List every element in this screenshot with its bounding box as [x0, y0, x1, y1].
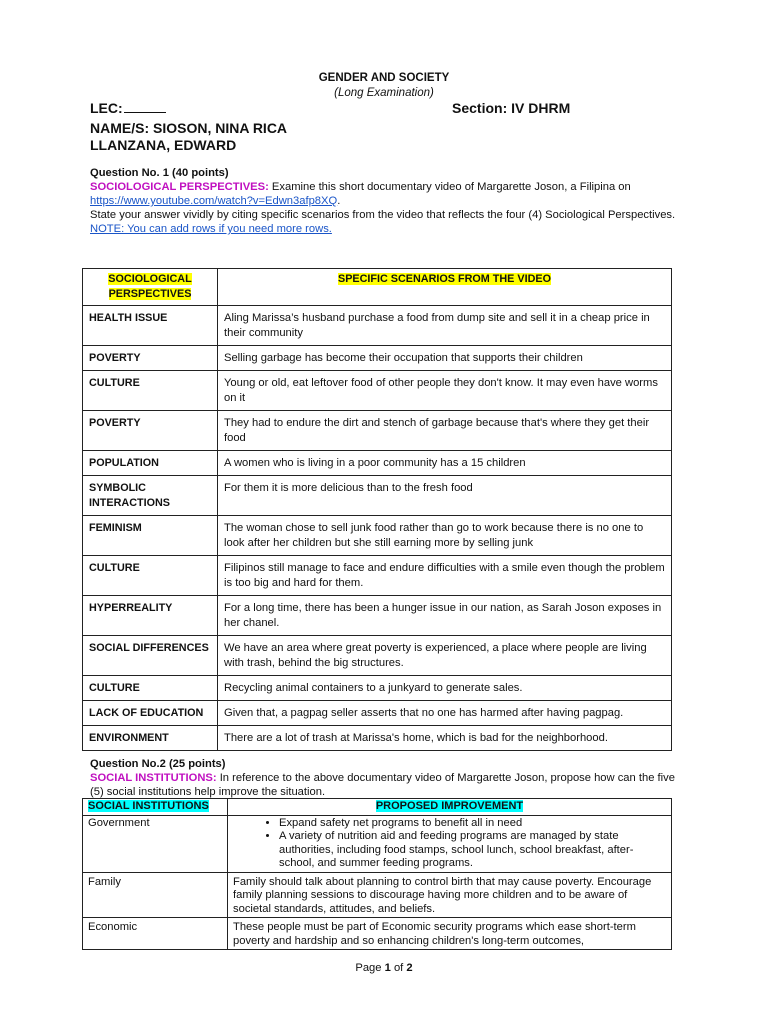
table-header-row	[83, 799, 672, 816]
institution-improvement: These people must be part of Economic security programs which ease short-term poverty and hardship and so enhancing children's long-term outcomes,	[228, 918, 672, 950]
table-row	[83, 476, 672, 516]
list-item: • Expand safety net programs to benefit all in need	[279, 817, 666, 831]
table-row	[83, 516, 672, 556]
perspectives-table	[82, 268, 672, 751]
institution-improvement: Family should talk about planning to control birth that may cause poverty. Encourage family planning sessions to discourage having more children and to be aware of societal standards, attitudes, and beliefs.	[228, 872, 672, 918]
list-item: • A variety of nutrition aid and feeding programs are managed by state authorities, including food stamps, school lunch, school breakfast, after-school, and summer feeding programs.	[279, 830, 666, 871]
table-row	[83, 411, 672, 451]
question-1-text: Examine this short documentary video of Margarette Joson, a Filipina on	[268, 181, 631, 193]
youtube-link[interactable]: https://www.youtube.com/watch?v=Edwn3afp8XQ	[90, 195, 338, 207]
document-subtitle: (Long Examination)	[334, 87, 434, 99]
perspective-cell: ENVIRONMENT	[83, 726, 218, 751]
question-1-label: SOCIOLOGICAL PERSPECTIVES:	[90, 181, 269, 193]
scenario-cell: They had to endure the dirt and stench of garbage because that's where they get their food	[218, 411, 672, 451]
institution-label: Economic	[83, 918, 228, 950]
perspective-cell: POVERTY	[83, 346, 218, 371]
scenario-cell: Recycling animal containers to a junkyard to generate sales.	[218, 676, 672, 701]
table-row	[83, 676, 672, 701]
table-row	[83, 918, 672, 950]
lec-blank	[124, 100, 166, 113]
scenario-cell: There are a lot of trash at Marissa's home, which is bad for the neighborhood.	[218, 726, 672, 751]
scenario-cell: Aling Marissa’s husband purchase a food from dump site and sell it in a cheap price in their community	[218, 306, 672, 346]
institution-label: Family	[83, 872, 228, 918]
scenario-cell: Selling garbage has become their occupation that supports their children	[218, 346, 672, 371]
question-1-heading: Question No. 1 (40 points)	[90, 167, 229, 179]
question-1-note: NOTE: You can add rows if you need more rows.	[90, 223, 332, 235]
table-header-row	[83, 269, 672, 306]
institutions-table	[82, 798, 672, 950]
link-suffix: .	[337, 195, 341, 207]
perspective-cell: CULTURE	[83, 556, 218, 596]
scenario-cell: For them it is more delicious than to the fresh food	[218, 476, 672, 516]
document-title: GENDER AND SOCIETY	[318, 72, 450, 84]
perspective-cell: HYPERREALITY	[83, 596, 218, 636]
perspective-cell: SYMBOLIC INTERACTIONS	[83, 476, 218, 516]
table-header-perspectives: SOCIOLOGICAL PERSPECTIVES	[83, 269, 218, 306]
table-row	[83, 815, 672, 872]
scenario-cell: A women who is living in a poor community has a 15 children	[218, 451, 672, 476]
names-line-1: NAME/S: SIOSON, NINA RICA	[90, 120, 288, 136]
lec-field	[90, 100, 166, 116]
table-row	[83, 701, 672, 726]
table-row	[83, 306, 672, 346]
perspective-cell: FEMINISM	[83, 516, 218, 556]
scenario-cell: Given that, a pagpag seller asserts that no one has harmed after having pagpag.	[218, 701, 672, 726]
scenario-cell: Filipinos still manage to face and endure difficulties with a smile even though the problem is too big and hard for them.	[218, 556, 672, 596]
scenario-cell: We have an area where great poverty is experienced, a place where people are living with trash, behind the big structures.	[218, 636, 672, 676]
question-2-label: SOCIAL INSTITUTIONS:	[90, 772, 217, 784]
institution-label: Government	[83, 815, 228, 872]
table-row	[83, 636, 672, 676]
perspective-cell: LACK OF EDUCATION	[83, 701, 218, 726]
question-2-prompt	[90, 771, 680, 799]
names-line-2: LLANZANA, EDWARD	[90, 137, 237, 153]
table-row	[83, 556, 672, 596]
perspective-cell: POPULATION	[83, 451, 218, 476]
question-2-heading: Question No.2 (25 points)	[90, 758, 226, 770]
table-header-scenarios: SPECIFIC SCENARIOS FROM THE VIDEO	[218, 269, 672, 306]
perspective-cell: HEALTH ISSUE	[83, 306, 218, 346]
page-number: Page 1 of 2	[355, 962, 413, 974]
institution-improvement	[228, 815, 672, 872]
table-header-improvement: PROPOSED IMPROVEMENT	[228, 799, 672, 816]
scenario-cell: The woman chose to sell junk food rather than go to work because there is no one to look after her children but she still earning more by selling junk	[218, 516, 672, 556]
table-row	[83, 872, 672, 918]
question-1-instruction: State your answer vividly by citing specific scenarios from the video that reflects the four (4) Sociological Perspectives.	[90, 209, 676, 221]
scenario-cell: For a long time, there has been a hunger issue in our nation, as Sarah Joson exposes in her chanel.	[218, 596, 672, 636]
scenario-cell: Young or old, eat leftover food of other people they don't know. It may even have worms on it	[218, 371, 672, 411]
table-row	[83, 596, 672, 636]
table-header-institutions: SOCIAL INSTITUTIONS	[83, 799, 228, 816]
table-row	[83, 451, 672, 476]
section-label: Section: IV DHRM	[452, 100, 571, 116]
perspective-cell: SOCIAL DIFFERENCES	[83, 636, 218, 676]
perspective-cell: POVERTY	[83, 411, 218, 451]
table-row	[83, 346, 672, 371]
perspective-cell: CULTURE	[83, 676, 218, 701]
perspective-cell: CULTURE	[83, 371, 218, 411]
question-1-prompt	[90, 180, 680, 236]
lec-label: LEC:	[90, 100, 123, 116]
question-2-text: In reference to the above documentary video of Margarette Joson, propose how can the five (5) social institutions help improve the situation.	[90, 772, 675, 798]
bullet-list	[233, 817, 666, 871]
table-row	[83, 726, 672, 751]
table-row	[83, 371, 672, 411]
